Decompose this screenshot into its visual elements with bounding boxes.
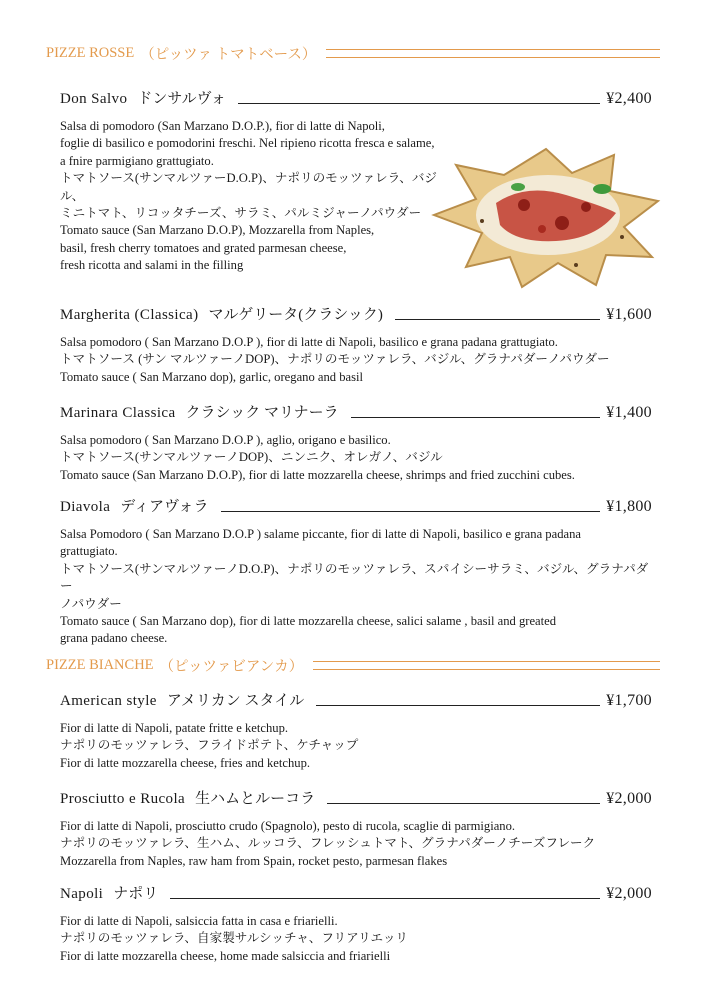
section-title: PIZZE ROSSE xyxy=(46,44,135,61)
section-header-rosse xyxy=(46,43,660,63)
item-name: Marinara Classica xyxy=(60,405,176,421)
item-description: Salsa pomodoro ( San Marzano D.O.P ), fior di latte di Napoli, basilico e grana padana grattugiato. トマトソース (サン マルツァーノDOP)、ナポリのモッツァレラ、バジル、グラナパダーノパウダー Tomato sauce ( San Marzano dop), garlic, oregano and basil xyxy=(60,335,610,384)
price-leader xyxy=(221,511,601,512)
price-leader xyxy=(395,319,600,320)
item-description: Fior di latte di Napoli, salsiccia fatta in casa e friarielli. ナポリのモッツァレラ、自家製サルシッチャ、フリアリエッリ Fior di latte mozzarella cheese, home made salsiccia and friarielli xyxy=(60,914,409,963)
item-name: Diavola xyxy=(60,499,111,515)
section-header-bianche xyxy=(46,655,660,675)
item-name-jp: クラシック マリナーラ xyxy=(185,405,339,421)
item-name: Don Salvo xyxy=(60,91,128,107)
item-name-jp: ディアヴォラ xyxy=(120,499,209,515)
menu-item-diavola xyxy=(60,494,652,648)
double-rule xyxy=(313,661,660,670)
price-leader xyxy=(327,803,600,804)
item-name: Margherita (Classica) xyxy=(60,307,199,323)
item-description: Fior di latte di Napoli, patate fritte e ketchup. ナポリのモッツァレラ、フライドポテト、ケチャップ Fior di latte mozzarella cheese, fries and ketchup. xyxy=(60,721,359,770)
menu-item-margherita xyxy=(60,302,652,386)
price-leader xyxy=(351,417,601,418)
item-name-jp: ナポリ xyxy=(113,886,159,902)
item-description: Salsa pomodoro ( San Marzano D.O.P ), aglio, origano e basilico. トマトソース(サンマルツァーノDOP)、ニンニク、オレガノ、バジル Tomato sauce (San Marzano D.O.P), fior di latte mozzarella cheese, shrimps and fried zucchini cubes. xyxy=(60,433,575,482)
menu-item-american-style xyxy=(60,688,652,772)
item-name-jp: 生ハムとルーコラ xyxy=(195,791,316,807)
item-price: ¥1,600 xyxy=(606,306,652,323)
price-leader xyxy=(316,705,600,706)
item-name: American style xyxy=(60,693,157,709)
item-price: ¥2,000 xyxy=(606,790,652,807)
section-subtitle: （ピッツァ トマトベース） xyxy=(140,46,317,63)
section-title: PIZZE BIANCHE xyxy=(46,656,154,673)
item-price: ¥2,000 xyxy=(606,885,652,902)
item-description: Fior di latte di Napoli, prosciutto crudo (Spagnolo), pesto di rucola, scaglie di parmigiano. ナポリのモッツァレラ、生ハム、ルッコラ、フレッシュトマト、グラナパダーノチーズフレーク Mozzarella from Naples, raw ham from Spain, rocket pesto, parmesan flakes xyxy=(60,819,596,868)
item-description: Salsa Pomodoro ( San Marzano D.O.P ) salame piccante, fior di latte di Napoli, basilico e grana padana grattugiato. トマトソース(サンマルツァーノD.O.P)、ナポリのモッツァレラ、スパイシーサラミ、バジル、グラナパダー ノパウダー Tomato sauce ( San Marzano dop), fior di latte mozzarella cheese, salici salame , basil and greated grana padano cheese. xyxy=(60,527,649,646)
menu-item-napoli xyxy=(60,881,652,965)
item-name-jp: マルゲリータ(クラシック) xyxy=(208,307,383,323)
pizza-illustration xyxy=(426,143,666,291)
menu-item-marinara xyxy=(60,400,652,484)
item-price: ¥1,400 xyxy=(606,404,652,421)
price-leader xyxy=(170,898,600,899)
item-price: ¥1,800 xyxy=(606,498,652,515)
item-name: Prosciutto e Rucola xyxy=(60,791,186,807)
menu-item-prosciutto-rucola xyxy=(60,786,652,870)
item-name-jp: ドンサルヴォ xyxy=(137,91,227,107)
item-price: ¥2,400 xyxy=(606,90,652,107)
double-rule xyxy=(326,49,660,58)
item-name: Napoli xyxy=(60,886,104,902)
item-price: ¥1,700 xyxy=(606,692,652,709)
section-subtitle: （ピッツァビアンカ） xyxy=(159,658,304,675)
item-name-jp: アメリカン スタイル xyxy=(166,693,305,709)
item-description: Salsa di pomodoro (San Marzano D.O.P.), fior di latte di Napoli, foglie di basilico e pomodorini freschi. Nel ripieno ricotta fresca e salame, a fnire parmigiano grattugiato. トマトソース(サンマルツァーD.O.P)、ナポリのモッツァレラ、バジル、 ミニトマト、リコッタチーズ、サラミ、パルミジャーノパウダー Tomato sauce (San Marzano D.O.P), Mozzarella from Naples, basil, fresh cherry tomatoes and grated parmesan cheese, fresh ricotta and salami in the filling xyxy=(60,119,438,273)
price-leader xyxy=(238,103,600,104)
